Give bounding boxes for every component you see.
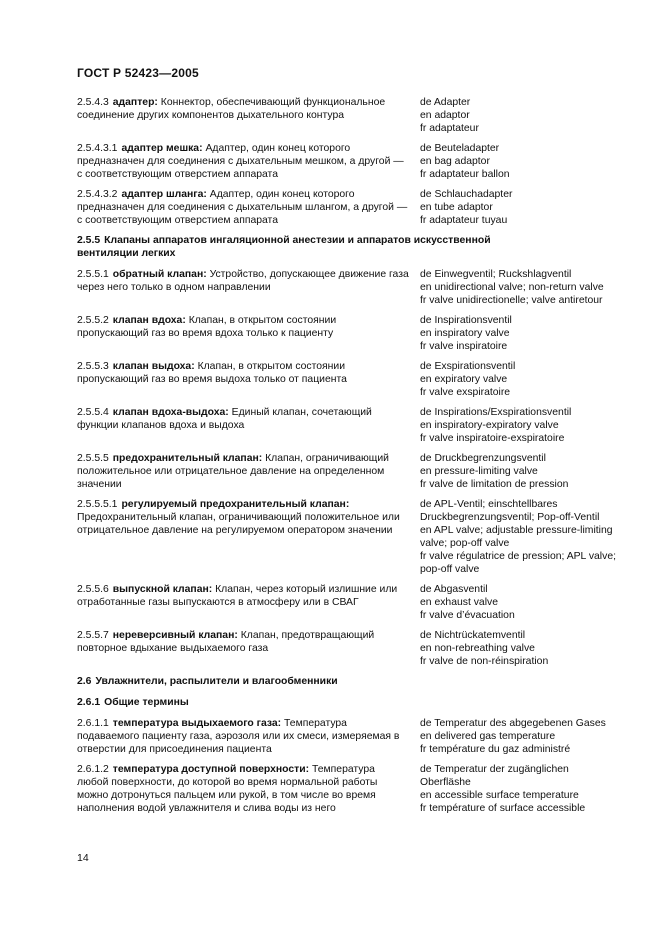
section-heading [77,234,537,260]
translation-line: en non-rebreathing valve [420,643,535,654]
term-name: клапан выдоха: [112,361,195,372]
translation-line: en tube adaptor [420,202,493,213]
translation-line: de Temperatur des abgegebenen Gases [420,718,606,729]
document-body [77,96,617,822]
translation-line: de Temperatur der zugänglichen Oberfläshe [420,764,569,788]
term-name: обратный клапан: [112,269,207,280]
term-number: 2.5.5.5.1 [77,499,118,510]
translation-line: en inspiratory-expiratory valve [420,420,559,431]
translation-line: de Adapter [420,97,471,108]
term-definition: Адаптер, один конец которого предназначен для соединения с дыхательным мешком, а другой — с соответствующим отверстием аппарата [77,143,404,180]
translation-line: en inspiratory valve [420,328,510,339]
term-definition: Температура подаваемого пациенту газа, аэрозоля или их смеси, измеряемая в отверстии для присоединения пациента [77,718,400,755]
translation-line: fr adaptateur ballon [420,169,510,180]
term-number: 2.5.4.3.1 [77,143,118,154]
term-definition-ru [77,452,420,491]
section-number: 2.6.1 [77,697,101,708]
term-definition: Коннектор, обеспечивающий функциональное соединение других компонентов дыхательного контура [77,97,386,121]
term-number: 2.5.5.5 [77,453,109,464]
term-entry [77,583,617,622]
term-definition: Температура любой поверхности, до которой во время нормальной работы можно дотронуться пальцем или рукой, в том числе во время наполнения водой увлажнителя и слива воды из него [77,764,378,814]
term-name: клапан вдоха: [112,315,186,326]
term-entry [77,96,617,135]
translation-line: de Abgasventil [420,584,488,595]
translation-line: en pressure-limiting valve [420,466,538,477]
translation-line: fr température of surface accessible [420,803,586,814]
term-entry [77,314,617,353]
translation-line: de Exspirationsventil [420,361,516,372]
term-translations [420,96,617,135]
term-definition-ru [77,498,420,576]
term-translations [420,314,617,353]
term-number: 2.5.4.3 [77,97,109,108]
term-translations [420,717,617,756]
term-entry [77,629,617,668]
term-entry [77,717,617,756]
translation-line: de APL-Ventil; einschtellbares Druckbegrenzungsventil; Pop-off-Ventil [420,499,600,523]
term-entry [77,360,617,399]
term-translations [420,629,617,668]
translation-line: de Druckbegrenzungsventil [420,453,546,464]
term-definition-ru [77,188,420,227]
term-number: 2.5.5.2 [77,315,109,326]
term-translations [420,268,617,307]
section-heading [77,696,537,709]
section-title: Общие термины [104,697,189,708]
term-number: 2.5.4.3.2 [77,189,118,200]
page-number: 14 [77,852,89,864]
translation-line: fr valve de non-réinspiration [420,656,549,667]
term-number: 2.5.5.7 [77,630,109,641]
term-name: предохранительный клапан: [112,453,263,464]
translation-line: en adaptor [420,110,470,121]
term-name: температура выдыхаемого газа: [112,718,282,729]
translation-line: fr valve régulatrice de pression; APL valve; pop-off valve [420,551,616,575]
translation-line: de Nichtrückatemventil [420,630,526,641]
term-name: нереверсивный клапан: [112,630,238,641]
term-definition: Адаптер, один конец которого предназначен для соединения с дыхательным шлангом, а другой — с соответствующим отверстием аппарата [77,189,408,226]
translation-line: fr valve d’évacuation [420,610,515,621]
term-entry [77,498,617,576]
translation-line: en exhaust valve [420,597,498,608]
term-definition-ru [77,96,420,135]
term-definition-ru [77,360,420,399]
term-translations [420,360,617,399]
translation-line: fr valve inspiratoire [420,341,508,352]
term-definition-ru [77,406,420,445]
translation-line: de Inspirationsventil [420,315,512,326]
term-number: 2.5.5.6 [77,584,109,595]
term-definition-ru [77,314,420,353]
translation-line: de Inspirations/Exspirationsventil [420,407,572,418]
term-name: адаптер шланга: [121,189,207,200]
term-translations [420,763,617,815]
section-number: 2.5.5 [77,235,101,246]
term-entry [77,188,617,227]
section-title: Увлажнители, распылители и влагообменники [95,676,338,687]
translation-line: en APL valve; adjustable pressure-limiting valve; pop-off valve [420,525,613,549]
translation-line: en bag adaptor [420,156,490,167]
term-name: клапан вдоха-выдоха: [112,407,229,418]
term-translations [420,188,617,227]
term-entry [77,763,617,815]
term-number: 2.6.1.1 [77,718,109,729]
term-definition: Предохранительный клапан, ограничивающий положительное или отрицательное давление на регулируемом оператором значении [77,512,400,536]
term-translations [420,142,617,181]
section-title: Клапаны аппаратов ингаляционной анестезии и аппаратов искусственной вентиляции легких [77,235,491,259]
term-entry [77,406,617,445]
term-definition: Устройство, допускающее движение газа через него только в одном направлении [77,269,409,293]
term-name: адаптер мешка: [121,143,203,154]
term-translations [420,498,617,576]
translation-line: fr adaptateur [420,123,479,134]
term-definition: Единый клапан, сочетающий функции клапанов вдоха и выдоха [77,407,372,431]
term-name: температура доступной поверхности: [112,764,310,775]
term-definition-ru [77,629,420,668]
translation-line: de Schlauchadapter [420,189,513,200]
translation-line: fr valve exspiratoire [420,387,511,398]
term-definition: Клапан, ограничивающий положительное или отрицательное давление на определенном значении [77,453,389,490]
term-definition-ru [77,142,420,181]
translation-line: fr valve unidirectionelle; valve antiretour [420,295,603,306]
translation-line: fr valve inspiratoire-exspiratoire [420,433,565,444]
term-translations [420,406,617,445]
translation-line: fr adaptateur tuyau [420,215,508,226]
term-translations [420,452,617,491]
term-definition: Клапан, через который излишние или отработанные газы выпускаются в атмосферу или в СВАГ [77,584,398,608]
term-definition: Клапан, в открытом состоянии пропускающий газ во время вдоха только к пациенту [77,315,337,339]
section-heading [77,675,537,688]
translation-line: de Einwegventil; Ruckshlagventil [420,269,572,280]
translation-line: en delivered gas temperature [420,731,556,742]
term-definition: Клапан, в открытом состоянии пропускающий газ во время выдоха только от пациента [77,361,347,385]
term-definition: Клапан, предотвращающий повторное вдыхание выдыхаемого газа [77,630,375,654]
term-number: 2.6.1.2 [77,764,109,775]
term-definition-ru [77,268,420,307]
term-definition-ru [77,717,420,756]
translation-line: fr valve de limitation de pression [420,479,569,490]
document-header: ГОСТ Р 52423—2005 [77,66,199,80]
translation-line: en expiratory valve [420,374,508,385]
term-number: 2.5.5.1 [77,269,109,280]
translation-line: de Beuteladapter [420,143,500,154]
term-name: выпускной клапан: [112,584,213,595]
term-number: 2.5.5.4 [77,407,109,418]
translation-line: en accessible surface temperature [420,790,579,801]
term-name: регулируемый предохранительный клапан: [121,499,350,510]
translation-line: fr température du gaz administré [420,744,571,755]
term-name: адаптер: [112,97,158,108]
translation-line: en unidirectional valve; non-return valve [420,282,604,293]
term-number: 2.5.5.3 [77,361,109,372]
term-definition-ru [77,763,420,815]
section-number: 2.6 [77,676,92,687]
term-entry [77,268,617,307]
term-entry [77,142,617,181]
term-entry [77,452,617,491]
term-definition-ru [77,583,420,622]
term-translations [420,583,617,622]
